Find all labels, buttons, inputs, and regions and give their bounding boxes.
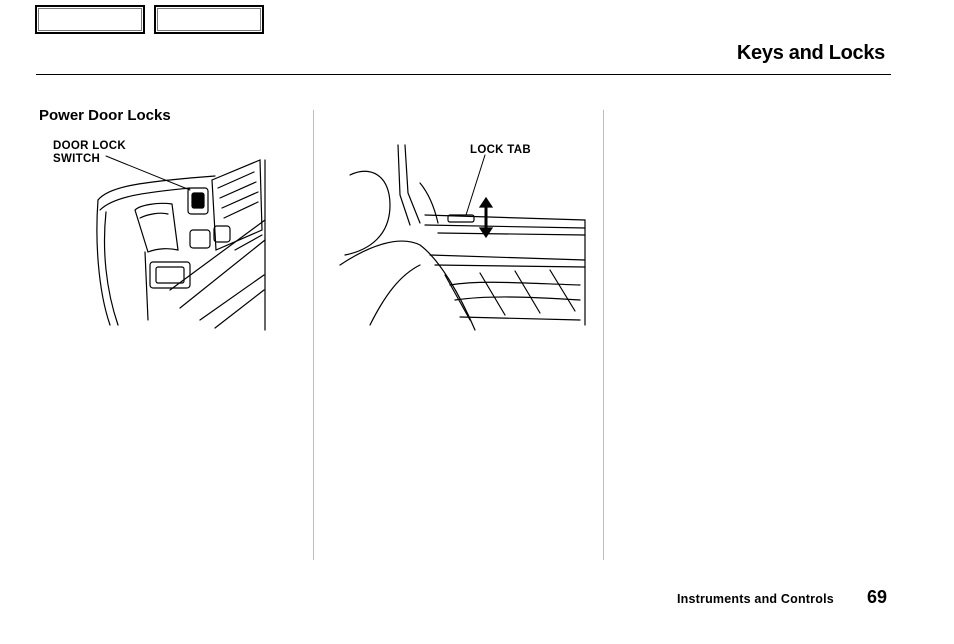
column-divider-left [313,110,314,560]
header-rule [36,74,891,75]
footer-section-name: Instruments and Controls [677,592,834,606]
section-heading: Power Door Locks [39,107,171,124]
lock-tab-illustration [330,135,595,335]
lock-tab-callout: LOCK TAB [470,144,531,156]
next-page-button[interactable] [154,5,264,34]
previous-page-button[interactable] [35,5,145,34]
page-title: Keys and Locks [736,42,885,64]
door-lock-switch-illustration [40,140,305,340]
door-lock-switch-callout: DOOR LOCK SWITCH [53,140,126,165]
column-divider-right [603,110,604,560]
page-number: 69 [867,587,888,607]
